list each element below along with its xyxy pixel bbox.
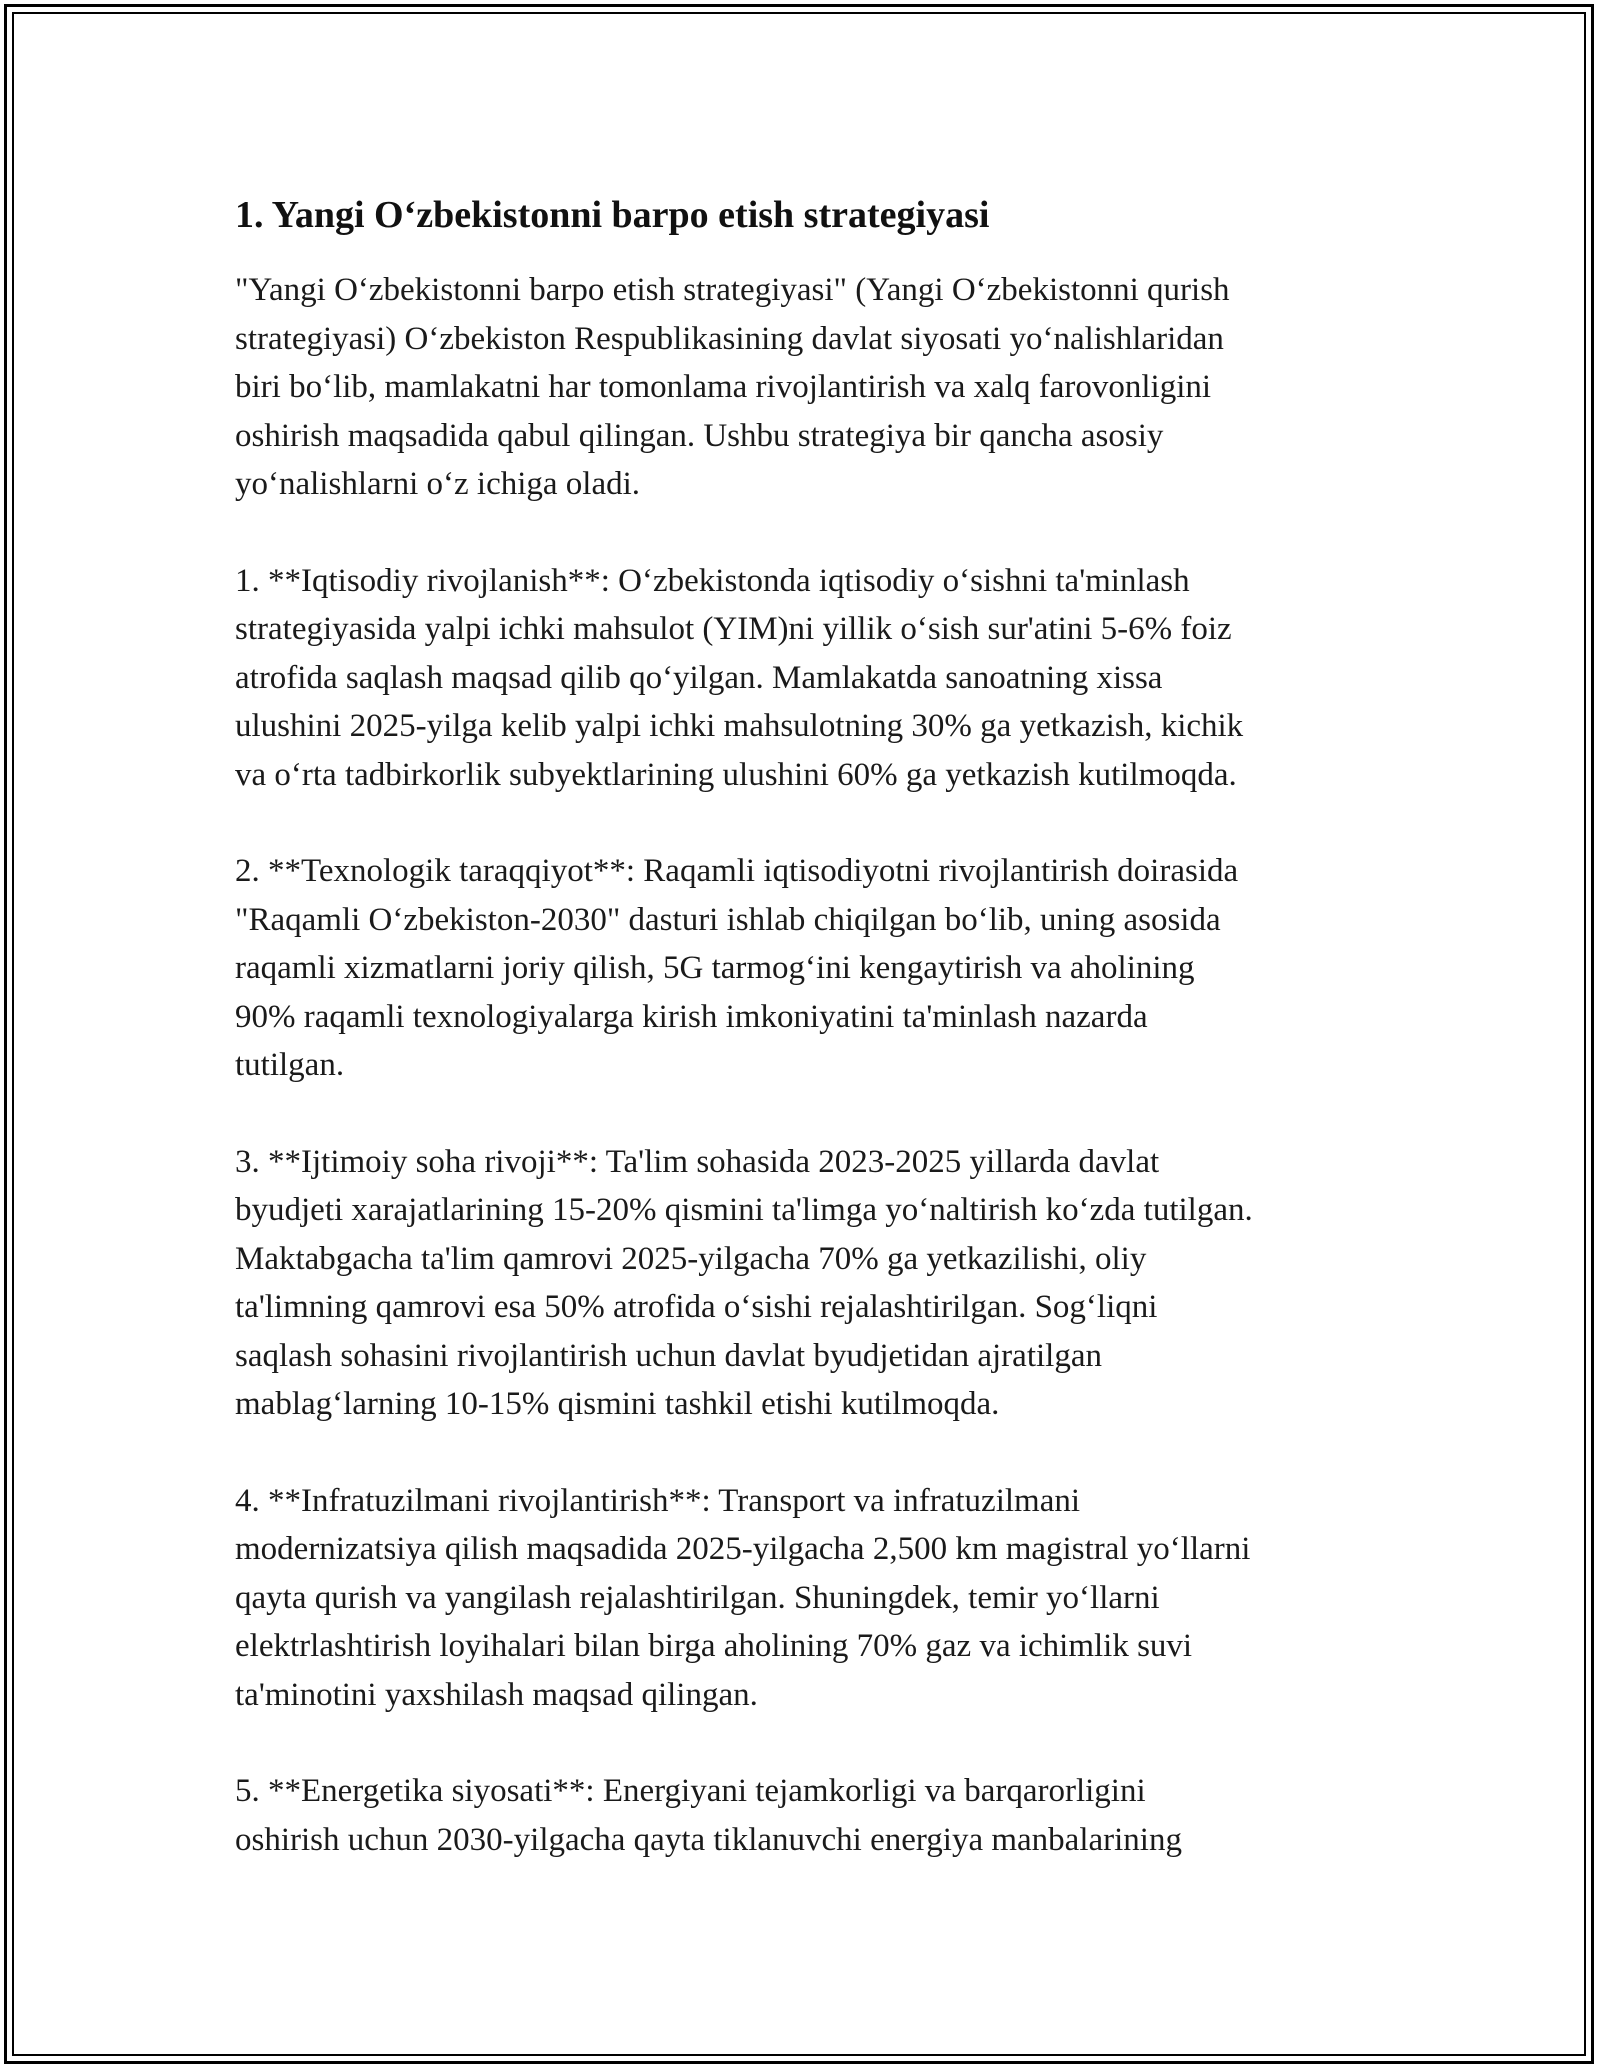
- list-item-technological-progress: 2. **Texnologik taraqqiyot**: Raqamli iqtisodiyotni rivojlantirish doirasida "Raqamli O‘zbekiston-2030" dasturi ishlab chiqilgan bo‘lib, uning asosida raqamli xizmatlarni joriy qilish, 5G tarmog‘ini kengaytirish va aholining 90% raqamli texnologiyalarga kirish imkoniyatini ta'minlash nazarda tutilgan.: [235, 853, 1239, 1083]
- intro-paragraph: "Yangi O‘zbekistonni barpo etish strategiyasi" (Yangi O‘zbekistonni qurish strategiyasi) O‘zbekiston Respublikasining davlat siyosati yo‘nalishlaridan biri bo‘lib, mamlakatni har tomonlama rivojlantirish va xalq farovonligini oshirish maqsadida qabul qilingan. Ushbu strategiya bir qancha asosiy yo‘nalishlarni o‘z ichiga oladi.: [235, 272, 1230, 502]
- list-item-social-sphere: 3. **Ijtimoiy soha rivoji**: Ta'lim sohasida 2023-2025 yillarda davlat byudjeti xarajatlarining 15-20% qismini ta'limga yo‘naltirish ko‘zda tutilgan. Maktabgacha ta'lim qamrovi 2025-yilgacha 70% ga yetkazilishi, oliy ta'limning qamrovi esa 50% atrofida o‘sishi rejalashtirilgan. Sog‘liqni saqlash sohasini rivojlantirish uchun davlat byudjetidan ajratilgan mablag‘larning 10-15% qismini tashkil etishi kutilmoqda.: [235, 1143, 1253, 1422]
- list-item-energy-policy: 5. **Energetika siyosati**: Energiyani tejamkorligi va barqarorligini oshirish uchun 2030-yilgacha qayta tiklanuvchi energiya manbalarining: [235, 1773, 1182, 1858]
- document-title: 1. Yangi O‘zbekistonni barpo etish strategiyasi: [235, 194, 990, 236]
- list-item-infrastructure: 4. **Infratuzilmani rivojlantirish**: Transport va infratuzilmani modernizatsiya qilish maqsadida 2025-yilgacha 2,500 km magistral yo‘llarni qayta qurish va yangilash rejalashtirilgan. Shuningdek, temir yo‘llarni elektrlashtirish loyihalari bilan birga aholining 70% gaz va ichimlik suvi ta'minotini yaxshilash maqsad qilingan.: [235, 1482, 1251, 1713]
- document-body: [235, 186, 1395, 1912]
- list-item-economic-development: 1. **Iqtisodiy rivojlanish**: O‘zbekistonda iqtisodiy o‘sishni ta'minlash strategiyasida yalpi ichki mahsulot (YIM)ni yillik o‘sish sur'atini 5-6% foiz atrofida saqlash maqsad qilib qo‘yilgan. Mamlakatda sanoatning xissa ulushini 2025-yilga kelib yalpi ichki mahsulotning 30% ga yetkazish, kichik va o‘rta tadbirkorlik subyektlarining ulushini 60% ga yetkazish kutilmoqda.: [235, 562, 1244, 793]
